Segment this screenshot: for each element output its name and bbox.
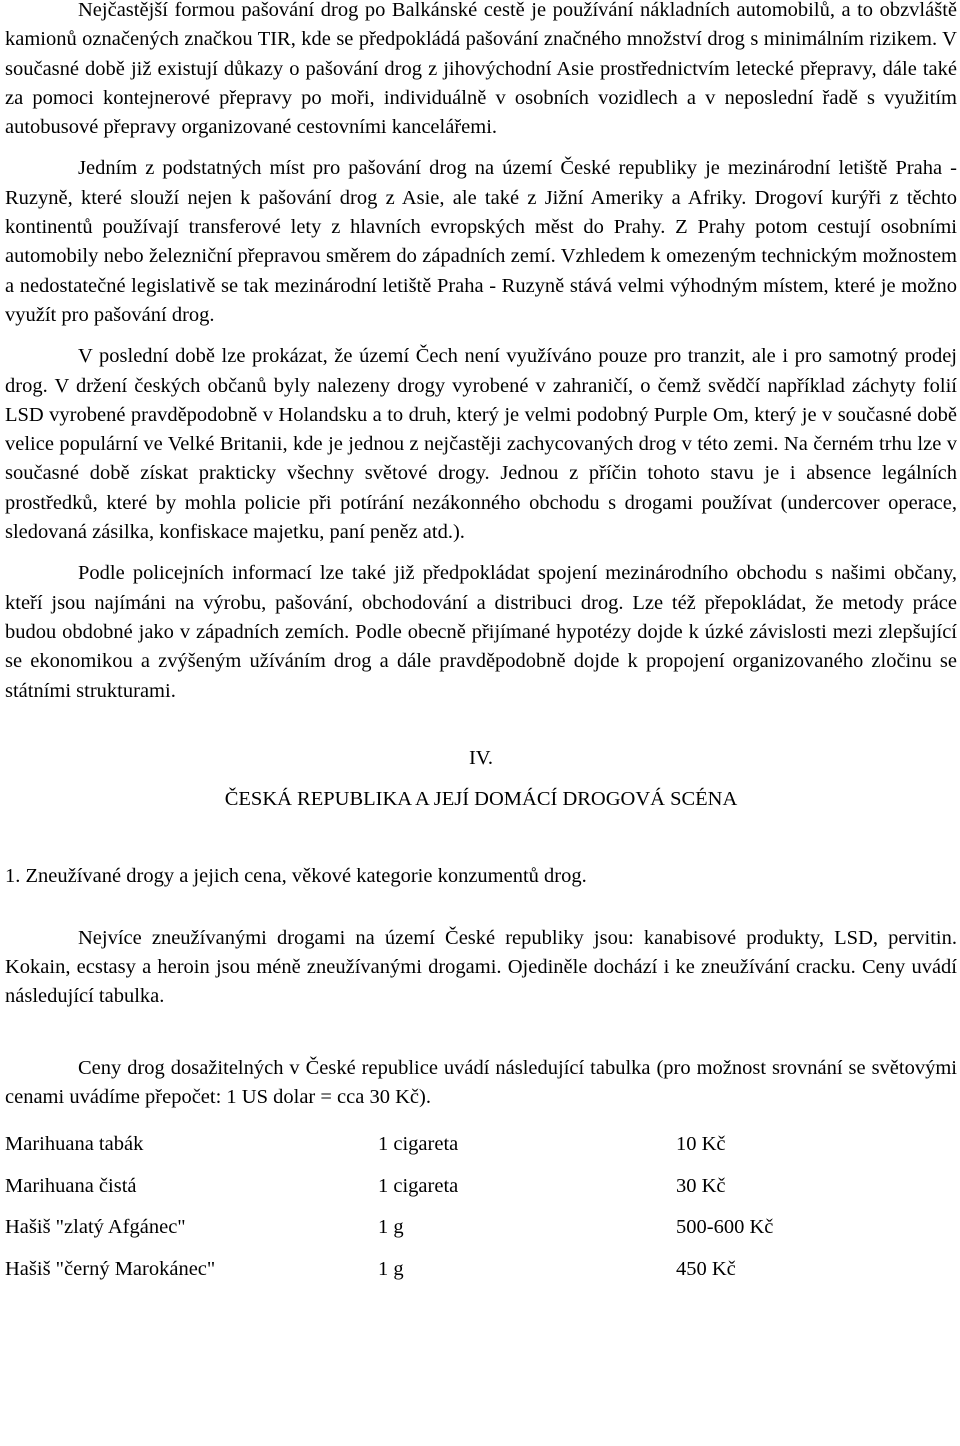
paragraph-most-abused: Nejvíce zneužívanými drogami na území České republiky jsou: kanabisové produkty, LSD, pervitin. Kokain, ecstasy a heroin jsou méně zneužívanými drogami. Ojediněle dochází i ke zneužívání cracku. Ceny uvádí následující tabulka. [5,926,957,1008]
chapter-number: IV. [468,746,494,769]
drug-name: Hašiš "zlatý Afgánec" [5,1216,186,1239]
spacer [5,1024,957,1054]
drug-unit: 1 cigareta [378,1174,459,1197]
chapter-title: ČESKÁ REPUBLIKA A JEJÍ DOMÁCÍ DROGOVÁ SCÉNA [224,788,738,811]
paragraph-prague-airport: Jedním z podstatných míst pro pašování drog na území České republiky je mezinárodní letiště Praha - Ruzyně, které slouží nejen k pašování drog z Asie, ale také z Jižní Ameriky a Afriky. Drogoví kurýři z těchto kontinentů používají transferové lety z hlavních evropských měst do Prahy. Z Prahy potom cestují osobními automobily nebo železniční přepravou směrem do západních zemí. Vzhledem k omezeným technickým možnostem a nedostatečné legislativě se tak mezinárodní letiště Praha - Ruzyně stává velmi výhodným místem, které je možno využít pro pašování drog. [5,157,957,326]
table-row [5,1166,876,1208]
section-title: 1. Zneužívané drogy a jejich cena, věkové kategorie konzumentů drog. [5,865,587,888]
paragraph-prices-intro: Ceny drog dosažitelných v České republice uvádí následující tabulka (pro možnost srovnání se světovými cenami uvádíme přepočet: 1 US dolar = cca 30 Kč). [5,1056,957,1108]
drug-name: Marihuana tabák [5,1133,144,1156]
drug-price: 500-600 Kč [676,1216,774,1239]
paragraph-police-info: Podle policejních informací lze také již předpokládat spojení mezinárodního obchodu s našimi občany, kteří jsou najímáni na výrobu, pašování, obchodování a distribuci drog. Lze též přepokládat, že metody práce budou obdobné jako v západních zemích. Podle obecně přijímané hypotézy dojde k úzké závislosti mezi zlepšující se ekonomikou a zvýšeným užíváním drog a dále pravděpodobně dojde k propojení organizovaného zločinu se státními strukturami. [5,562,957,702]
price-table [5,1124,876,1290]
paragraph-balkan-route: Nejčastější formou pašování drog po Balkánské cestě je používání nákladních automobilů, a to obzvláště kamionů označených značkou TIR, kde se předpokládá pašování značného množství drog s minimálním rizikem. V současné době již existují důkazy o pašování drog z jihovýchodní Asie prostřednictvím letecké přepravy, dále také za pomoci kontejnerové přepravy po moři, individuálně v osobních vozidlech a v neposlední řadě s využitím autobusové přepravy organizované cestovními kancelářemi. [5,0,957,139]
drug-unit: 1 g [378,1257,404,1280]
paragraph-domestic-sale: V poslední době lze prokázat, že území Čech není využíváno pouze pro tranzit, ale i pro samotný prodej drog. V držení českých občanů byly nalezeny drogy vyrobené v zahraničí, o čemž svědčí například záchyty folií LSD vyrobené pravděpodobně v Holandsku a to druh, který je velmi podobný Purple Om, který je v současné době velice populární ve Velké Britanii, kde je jednou z nejčastěji zachycovaných drog v této zemi. Na černém trhu lze v současné době získat prakticky všechny světové drogy. Jednou z příčin tohoto stavu je i absence legálních prostředků, které by mohla policie při potírání nezákonného obchodu s drogami používat (undercover operace, sledovaná zásilka, konfiskace majetku, paní peněz atd.). [5,345,957,544]
table-row [5,1207,876,1249]
drug-unit: 1 cigareta [378,1133,459,1156]
drug-price: 30 Kč [676,1174,726,1197]
drug-name: Marihuana čistá [5,1174,137,1197]
drug-unit: 1 g [378,1216,404,1239]
document-page [5,0,957,1290]
table-row [5,1249,876,1291]
drug-name: Hašiš "černý Marokánec" [5,1257,216,1280]
drug-price: 10 Kč [676,1133,726,1156]
table-row [5,1124,876,1166]
drug-price: 450 Kč [676,1257,736,1280]
